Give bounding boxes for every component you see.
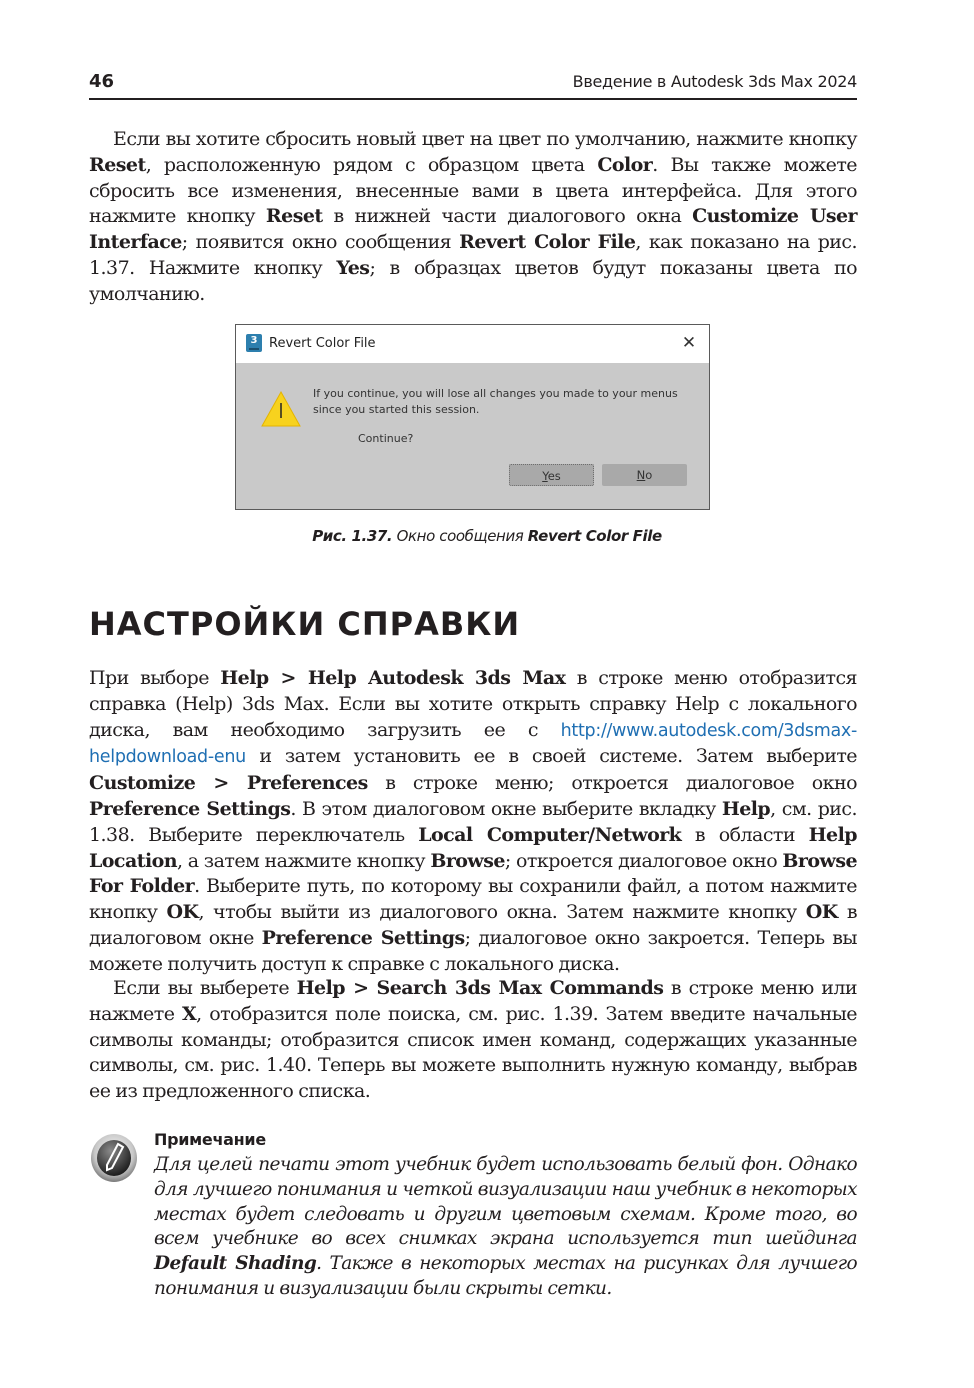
text: . В этом диалоговом окне выберите вкладку — [290, 797, 722, 820]
text: Если вы выберете — [113, 977, 297, 999]
term: Help — [721, 797, 771, 820]
term: Help > Search 3ds Max Commands — [296, 977, 664, 999]
text: ; в образцах цветов будут показаны цвета по умолчанию. — [89, 256, 857, 305]
text: в нижней части диалогового окна — [322, 205, 693, 228]
note-title: Примечание — [154, 1130, 266, 1149]
running-title: Введение в Autodesk 3ds Max 2024 — [572, 72, 857, 91]
figure-caption — [0, 527, 974, 545]
section-heading: НАСТРОЙКИ СПРАВКИ — [89, 605, 521, 643]
yes-button[interactable] — [509, 464, 594, 486]
dialog-question: Continue? — [358, 432, 414, 445]
text: в строке меню или нажмете — [89, 977, 857, 1025]
text: ; диалоговое окно закроется. Теперь вы можете получить доступ к справке с локального диска. — [89, 926, 857, 975]
term: Help Location — [89, 823, 857, 872]
message-line: since you started this session. — [313, 403, 480, 416]
text: ; появится окно сообщения — [181, 231, 460, 254]
text: Для целей печати этот учебник будет использовать белый фон. Однако для лучшего понимания и четкой визуализации наш учебник в некоторых местах будет следовать и другим цветовым схемам. Кроме того, во всем учебнике во всех снимках экрана используется тип шейдинга — [154, 1154, 857, 1250]
text: Если вы хотите сбросить новый цвет на цвет по умолчанию, нажмите кнопку — [113, 128, 857, 150]
term: OK — [166, 901, 199, 924]
page-number: 46 — [89, 71, 115, 92]
mnemonic: N — [636, 468, 646, 482]
label: es — [547, 469, 561, 483]
term: Preference Settings — [261, 926, 465, 949]
note-body — [154, 1153, 857, 1302]
term: Local Computer/Network — [418, 823, 682, 846]
term-reset: Reset — [265, 205, 323, 228]
text: , чтобы выйти из диалогового окна. Затем нажмите кнопку — [198, 901, 806, 924]
text: , а затем нажмите кнопку — [177, 849, 431, 872]
term: Customize > Preferences — [89, 772, 368, 795]
paragraph-search-commands — [89, 976, 857, 1105]
dialog-title: Revert Color File — [269, 336, 376, 351]
text: , отобразится поле поиска, см. рис. 1.39. Затем введите начальные символы команды; отобразится список имен команд, содержащих указанные символы, см. рис. 1.40. Теперь вы можете выполнить нужную команду, выбрав ее из предложенного списка. — [89, 1002, 857, 1103]
term-yes: Yes — [336, 256, 370, 279]
text: ; откроется диалоговое окно — [504, 849, 783, 872]
text: в строке меню; откроется диалоговое окно — [367, 772, 857, 795]
caption-label: Рис. 1.37. — [312, 527, 393, 545]
text: , как показано на рис. 1.37. Нажмите кнопку — [89, 231, 858, 279]
text: . Также в некоторых местах на рисунках для лучшего понимания и визуализации были скрыты сетки. — [154, 1253, 857, 1299]
mnemonic: Y — [542, 469, 548, 483]
text: , расположенную рядом с образцом цвета — [145, 153, 598, 176]
paragraph-reset-colors — [89, 127, 857, 308]
help-download-link[interactable]: http://www.autodesk.com/3dsmax-helpdownload-enu — [89, 720, 857, 768]
term-revert-color-file: Revert Color File — [459, 231, 636, 254]
text: и затем установить ее в своей системе. Затем выберите — [245, 745, 857, 768]
caption-text: Окно сообщения — [392, 527, 528, 545]
text: При выборе — [89, 667, 221, 689]
close-icon: ✕ — [681, 333, 697, 353]
dialog-message — [313, 386, 693, 418]
text: , см. рис. 1.38. Выберите переключатель — [89, 797, 857, 846]
label: o — [645, 468, 653, 482]
no-button[interactable] — [602, 464, 687, 486]
warning-triangle-icon — [261, 391, 301, 427]
term: Help > Help Autodesk 3ds Max — [220, 667, 566, 689]
text: в области — [681, 823, 809, 846]
term-customize-ui: Customize User Interface — [89, 205, 857, 254]
message-line: If you continue, you will lose all changes you made to your menus — [313, 387, 678, 400]
term: X — [181, 1002, 197, 1025]
term: Browse — [430, 849, 505, 872]
text: в строке меню отобразится справка (Help) 3ds Max. Если вы хотите открыть справку Help с локального диска, вам необходимо загрузить ее с — [89, 667, 857, 741]
term: Browse For Folder — [89, 849, 858, 898]
paragraph-help-settings — [89, 666, 857, 978]
text: . Вы также можете сбросить все изменения, внесенные вами в цвета интерфейса. Для этого нажмите кнопку — [89, 153, 857, 228]
dialog-titlebar — [236, 325, 709, 363]
close-button[interactable] — [677, 331, 701, 355]
term: Preference Settings — [89, 797, 291, 820]
term-color: Color — [597, 153, 653, 176]
term-default-shading: Default Shading — [154, 1253, 317, 1275]
text: в диалоговом окне — [89, 901, 858, 949]
term: OK — [805, 901, 838, 924]
pencil-note-icon — [90, 1133, 138, 1183]
term-reset: Reset — [89, 153, 146, 176]
revert-color-file-dialog — [235, 324, 710, 510]
3ds-max-app-icon: 3 — [246, 334, 262, 352]
page-header — [89, 70, 857, 100]
caption-term: Revert Color File — [527, 527, 662, 545]
text: . Выберите путь, по которому вы сохранили файл, а потом нажмите кнопку — [89, 875, 857, 924]
